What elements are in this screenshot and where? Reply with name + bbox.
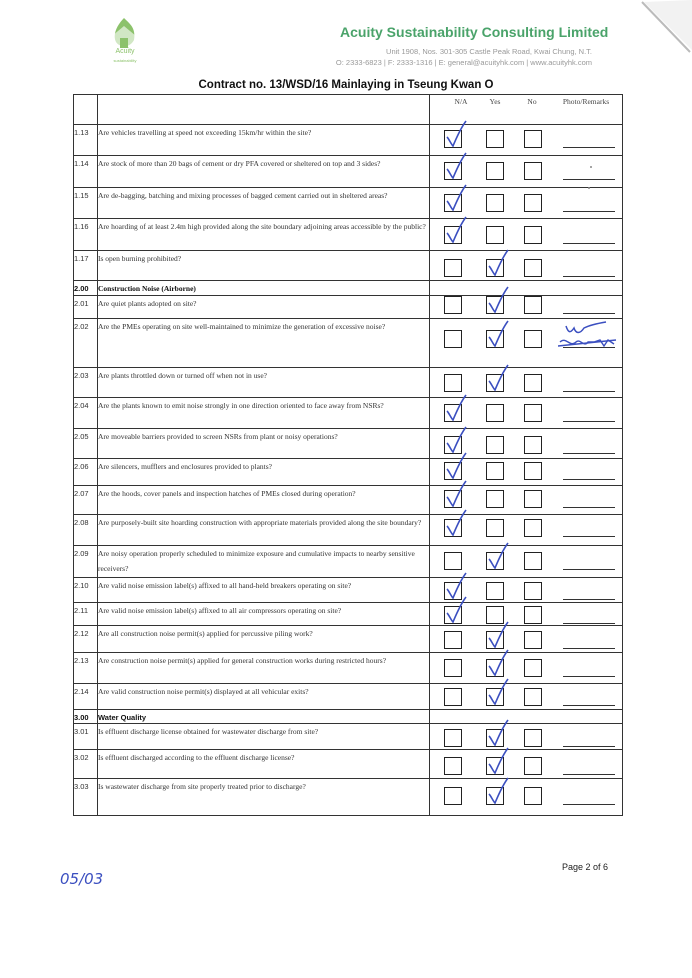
question-text: Are vehicles travelling at speed not exceeding 15km/hr within the site? — [98, 128, 312, 137]
yes-checkbox[interactable] — [486, 729, 504, 747]
row-divider — [73, 514, 623, 515]
row-divider — [73, 280, 623, 281]
na-checkbox[interactable] — [444, 490, 462, 508]
no-checkbox[interactable] — [524, 194, 542, 212]
row-divider — [73, 625, 623, 626]
remarks-line[interactable] — [563, 147, 615, 148]
row-number: 1.15 — [74, 191, 89, 200]
column-header-no: No — [527, 97, 537, 106]
no-checkbox[interactable] — [524, 436, 542, 454]
row-number: 2.06 — [74, 462, 89, 471]
row-number: 2.00 — [74, 284, 89, 293]
no-checkbox[interactable] — [524, 374, 542, 392]
row-number: 2.01 — [74, 299, 89, 308]
row-divider — [73, 367, 623, 368]
row-divider — [73, 458, 623, 459]
remarks-line[interactable] — [563, 243, 615, 244]
remarks-line[interactable] — [563, 774, 615, 775]
na-checkbox[interactable] — [444, 631, 462, 649]
row-divider — [73, 602, 623, 603]
remarks-line[interactable] — [563, 648, 615, 649]
check-mark-icon — [484, 248, 514, 278]
row-divider — [73, 652, 623, 653]
remarks-line[interactable] — [563, 179, 615, 180]
yes-checkbox[interactable] — [486, 226, 504, 244]
question-text: Are noisy operation properly scheduled to minimize exposure and cumulative impacts to nearby sensitive receivers? — [98, 549, 415, 573]
no-checkbox[interactable] — [524, 226, 542, 244]
remarks-line[interactable] — [563, 453, 615, 454]
page-number: Page 2 of 6 — [561, 862, 608, 872]
yes-checkbox[interactable] — [486, 688, 504, 706]
check-mark-icon — [484, 620, 514, 650]
no-checkbox[interactable] — [524, 130, 542, 148]
no-checkbox[interactable] — [524, 757, 542, 775]
row-divider — [73, 485, 623, 486]
remarks-line[interactable] — [563, 276, 615, 277]
remarks-line[interactable] — [563, 507, 615, 508]
row-divider — [73, 683, 623, 684]
yes-checkbox[interactable] — [486, 436, 504, 454]
yes-checkbox[interactable] — [486, 194, 504, 212]
row-divider — [73, 545, 623, 546]
na-checkbox[interactable] — [444, 259, 462, 277]
na-checkbox[interactable] — [444, 659, 462, 677]
check-mark-icon — [484, 746, 514, 776]
yes-checkbox[interactable] — [486, 659, 504, 677]
no-checkbox[interactable] — [524, 162, 542, 180]
remarks-line[interactable] — [563, 569, 615, 570]
na-checkbox[interactable] — [444, 606, 462, 624]
na-checkbox[interactable] — [444, 688, 462, 706]
company-contact: O: 2333-6823 | F: 2333-1316 | E: general@acuityhk.com | www.acuityhk.com — [335, 58, 592, 67]
question-text: Are plants throttled down or turned off when not in use? — [98, 371, 267, 380]
company-address: Unit 1908, Nos. 301-305 Castle Peak Road, Kwai Chung, N.T. — [386, 47, 592, 56]
row-number: 3.02 — [74, 753, 89, 762]
row-divider — [73, 428, 623, 429]
na-checkbox[interactable] — [444, 404, 462, 422]
column-header-na: N/A — [454, 97, 468, 106]
na-checkbox[interactable] — [444, 194, 462, 212]
question-text: Are valid construction noise permit(s) displayed at all vehicular exits? — [98, 687, 309, 696]
check-mark-icon — [442, 479, 472, 509]
no-checkbox[interactable] — [524, 519, 542, 537]
yes-checkbox[interactable] — [486, 631, 504, 649]
yes-checkbox[interactable] — [486, 162, 504, 180]
no-checkbox[interactable] — [524, 606, 542, 624]
no-checkbox[interactable] — [524, 462, 542, 480]
question-text: Are valid noise emission label(s) affixed to all air compressors operating on site? — [98, 606, 342, 615]
question-text: Are silencers, mufflers and enclosures provided to plants? — [98, 462, 272, 471]
yes-checkbox[interactable] — [486, 462, 504, 480]
remarks-line[interactable] — [563, 313, 615, 314]
no-checkbox[interactable] — [524, 582, 542, 600]
check-mark-icon — [442, 119, 472, 149]
check-mark-icon — [442, 215, 472, 245]
speck — [590, 166, 592, 168]
no-checkbox[interactable] — [524, 688, 542, 706]
yes-checkbox[interactable] — [486, 787, 504, 805]
na-checkbox[interactable] — [444, 330, 462, 348]
row-divider — [73, 155, 623, 156]
no-checkbox[interactable] — [524, 490, 542, 508]
row-number: 2.14 — [74, 687, 89, 696]
na-checkbox[interactable] — [444, 162, 462, 180]
yes-checkbox[interactable] — [486, 259, 504, 277]
row-number: 1.13 — [74, 128, 89, 137]
row-divider — [73, 187, 623, 188]
remarks-line[interactable] — [563, 804, 615, 805]
question-text: Is effluent discharged according to the effluent discharge license? — [98, 753, 295, 762]
question-text: Are de-bagging, batching and mixing processes of bagged cement carried out in sheltered areas? — [98, 191, 388, 200]
row-divider — [73, 397, 623, 398]
question-text: Are all construction noise permit(s) applied for percussive piling work? — [98, 629, 313, 638]
document-title: Contract no. 13/WSD/16 Mainlaying in Tseung Kwan O — [198, 79, 494, 91]
company-address-block — [336, 46, 592, 68]
speck — [588, 187, 590, 189]
check-mark-icon — [484, 648, 514, 678]
page-corner-fold — [622, 0, 692, 70]
row-number: 1.16 — [74, 222, 89, 231]
row-number: 1.17 — [74, 254, 89, 263]
remarks-line[interactable] — [563, 211, 615, 212]
na-checkbox[interactable] — [444, 374, 462, 392]
row-number: 2.11 — [74, 606, 89, 615]
question-text: Are hoarding of at least 2.4m high provided along the site boundary adjoining areas accessible by the public? — [98, 222, 426, 231]
row-number: 2.12 — [74, 629, 89, 638]
na-checkbox[interactable] — [444, 226, 462, 244]
no-checkbox[interactable] — [524, 787, 542, 805]
logo-name: Acuity — [115, 48, 135, 55]
remarks-line[interactable] — [563, 746, 615, 747]
question-text: Is effluent discharge license obtained for wastewater discharge from site? — [98, 727, 319, 736]
handwritten-date: 05/03 — [60, 870, 104, 888]
question-text: Are purposely-built site hoarding construction with appropriate materials provided along the site boundary? — [98, 518, 422, 527]
row-number: 3.01 — [74, 727, 89, 736]
remarks-line[interactable] — [563, 391, 615, 392]
logo-subtitle: sustainability — [113, 58, 137, 63]
row-number: 2.07 — [74, 489, 89, 498]
question-text: Are the plants known to emit noise strongly in one direction oriented to face away from NSRs? — [98, 401, 384, 410]
check-mark-icon — [442, 183, 472, 213]
handwritten-remark — [558, 318, 618, 360]
no-checkbox[interactable] — [524, 631, 542, 649]
row-number: 2.08 — [74, 518, 89, 527]
remarks-line[interactable] — [563, 623, 615, 624]
no-checkbox[interactable] — [524, 729, 542, 747]
check-mark-icon — [442, 451, 472, 481]
yes-checkbox[interactable] — [486, 519, 504, 537]
section-title: Water Quality — [98, 713, 147, 722]
row-number: 3.00 — [74, 713, 89, 722]
no-checkbox[interactable] — [524, 404, 542, 422]
yes-checkbox[interactable] — [486, 374, 504, 392]
question-text: Are valid noise emission label(s) affixed to all hand-held breakers operating on site? — [98, 581, 352, 590]
question-text: Are the hoods, cover panels and inspection hatches of PMEs closed during operation? — [98, 489, 356, 498]
na-checkbox[interactable] — [444, 519, 462, 537]
na-checkbox[interactable] — [444, 130, 462, 148]
question-text: Are quiet plants adopted on site? — [98, 299, 197, 308]
yes-checkbox[interactable] — [486, 404, 504, 422]
yes-checkbox[interactable] — [486, 330, 504, 348]
remarks-line[interactable] — [563, 421, 615, 422]
yes-checkbox[interactable] — [486, 296, 504, 314]
row-divider — [73, 577, 623, 578]
check-mark-icon — [484, 541, 514, 571]
question-text: Are the PMEs operating on site well-maintained to minimize the generation of excessive noise? — [98, 322, 386, 331]
column-header-yes: Yes — [489, 97, 501, 106]
question-text: Is wastewater discharge from site properly treated prior to discharge? — [98, 782, 306, 791]
row-number: 2.09 — [74, 549, 89, 558]
row-number: 2.05 — [74, 432, 89, 441]
yes-checkbox[interactable] — [486, 582, 504, 600]
question-text: Are stock of more than 20 bags of cement or dry PFA covered or sheltered on top and 3 sides? — [98, 159, 381, 168]
na-checkbox[interactable] — [444, 552, 462, 570]
row-number: 2.04 — [74, 401, 89, 410]
na-checkbox[interactable] — [444, 296, 462, 314]
row-divider — [73, 124, 623, 125]
check-mark-icon — [484, 285, 514, 315]
no-checkbox[interactable] — [524, 259, 542, 277]
yes-checkbox[interactable] — [486, 130, 504, 148]
check-mark-icon — [484, 677, 514, 707]
yes-checkbox[interactable] — [486, 552, 504, 570]
no-checkbox[interactable] — [524, 296, 542, 314]
row-number: 3.03 — [74, 782, 89, 791]
remarks-line[interactable] — [563, 676, 615, 677]
question-text: Are moveable barriers provided to screen NSRs from plant or noisy operations? — [98, 432, 338, 441]
check-mark-icon — [442, 595, 472, 625]
no-checkbox[interactable] — [524, 552, 542, 570]
yes-checkbox[interactable] — [486, 757, 504, 775]
row-divider — [73, 318, 623, 319]
company-name: Acuity Sustainability Consulting Limited — [340, 24, 609, 40]
yes-checkbox[interactable] — [486, 490, 504, 508]
row-number: 2.10 — [74, 581, 89, 590]
na-checkbox[interactable] — [444, 462, 462, 480]
check-mark-icon — [484, 718, 514, 748]
row-number: 2.02 — [74, 322, 89, 331]
check-mark-icon — [484, 776, 514, 806]
check-mark-icon — [442, 151, 472, 181]
row-divider — [73, 250, 623, 251]
no-checkbox[interactable] — [524, 330, 542, 348]
remarks-line[interactable] — [563, 479, 615, 480]
row-divider — [73, 723, 623, 724]
row-number: 2.03 — [74, 371, 89, 380]
na-checkbox[interactable] — [444, 757, 462, 775]
remarks-line[interactable] — [563, 536, 615, 537]
row-divider — [73, 749, 623, 750]
row-number: 2.13 — [74, 656, 89, 665]
section-title: Construction Noise (Airborne) — [98, 284, 196, 293]
na-checkbox[interactable] — [444, 729, 462, 747]
na-checkbox[interactable] — [444, 787, 462, 805]
row-divider — [73, 709, 623, 710]
column-divider-answers — [429, 94, 430, 816]
row-number: 1.14 — [74, 159, 89, 168]
check-mark-icon — [442, 508, 472, 538]
column-header-remarks: Photo/Remarks — [562, 97, 610, 106]
no-checkbox[interactable] — [524, 659, 542, 677]
question-text: Are construction noise permit(s) applied for general construction works during restricted hours? — [98, 656, 387, 665]
remarks-line[interactable] — [563, 599, 615, 600]
check-mark-icon — [484, 319, 514, 349]
row-divider — [73, 218, 623, 219]
row-divider — [73, 778, 623, 779]
question-text: Is open burning prohibited? — [98, 254, 182, 263]
remarks-line[interactable] — [563, 705, 615, 706]
check-mark-icon — [442, 393, 472, 423]
check-mark-icon — [484, 363, 514, 393]
